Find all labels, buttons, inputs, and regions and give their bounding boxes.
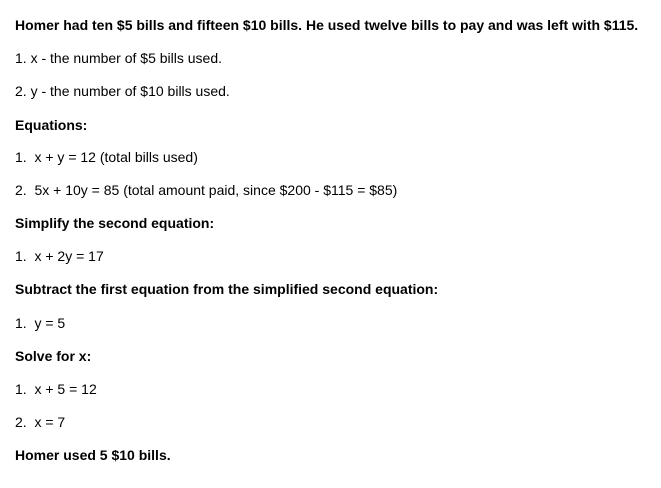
list-text: 5x + 10y = 85 (total amount paid, since $200 - $115 = $85) — [34, 182, 398, 198]
list-number: 1. — [15, 381, 27, 397]
variable-item — [15, 49, 222, 67]
problem-statement: Homer had ten $5 bills and fifteen $10 bills. He used twelve bills to pay and was left with $115. — [15, 17, 639, 33]
simplify-heading: Simplify the second equation: — [15, 215, 215, 231]
list-text: y - the number of $10 bills used. — [30, 83, 230, 99]
list-number: 1. — [15, 248, 27, 264]
list-text: y = 5 — [34, 315, 66, 331]
solve-heading: Solve for x: — [15, 348, 92, 364]
solved-item — [15, 413, 65, 431]
solved-item — [15, 380, 97, 398]
subtracted-item — [15, 314, 65, 332]
equation-item — [15, 148, 198, 166]
list-number: 2. — [15, 83, 27, 99]
list-text: x = 7 — [34, 414, 66, 430]
variable-item — [15, 82, 230, 100]
answer-statement: Homer used 5 $10 bills. — [15, 447, 171, 463]
simplified-item — [15, 247, 104, 265]
list-number: 1. — [15, 149, 27, 165]
list-text: x + 2y = 17 — [34, 248, 104, 264]
list-number: 1. — [15, 50, 27, 66]
list-number: 1. — [15, 315, 27, 331]
list-number: 2. — [15, 414, 27, 430]
list-number: 2. — [15, 182, 27, 198]
subtract-heading: Subtract the first equation from the simplified second equation: — [15, 281, 439, 297]
list-text: x + y = 12 (total bills used) — [34, 149, 198, 165]
list-text: x + 5 = 12 — [34, 381, 97, 397]
equations-heading: Equations: — [15, 117, 88, 133]
equation-item — [15, 181, 397, 199]
list-text: x - the number of $5 bills used. — [30, 50, 223, 66]
